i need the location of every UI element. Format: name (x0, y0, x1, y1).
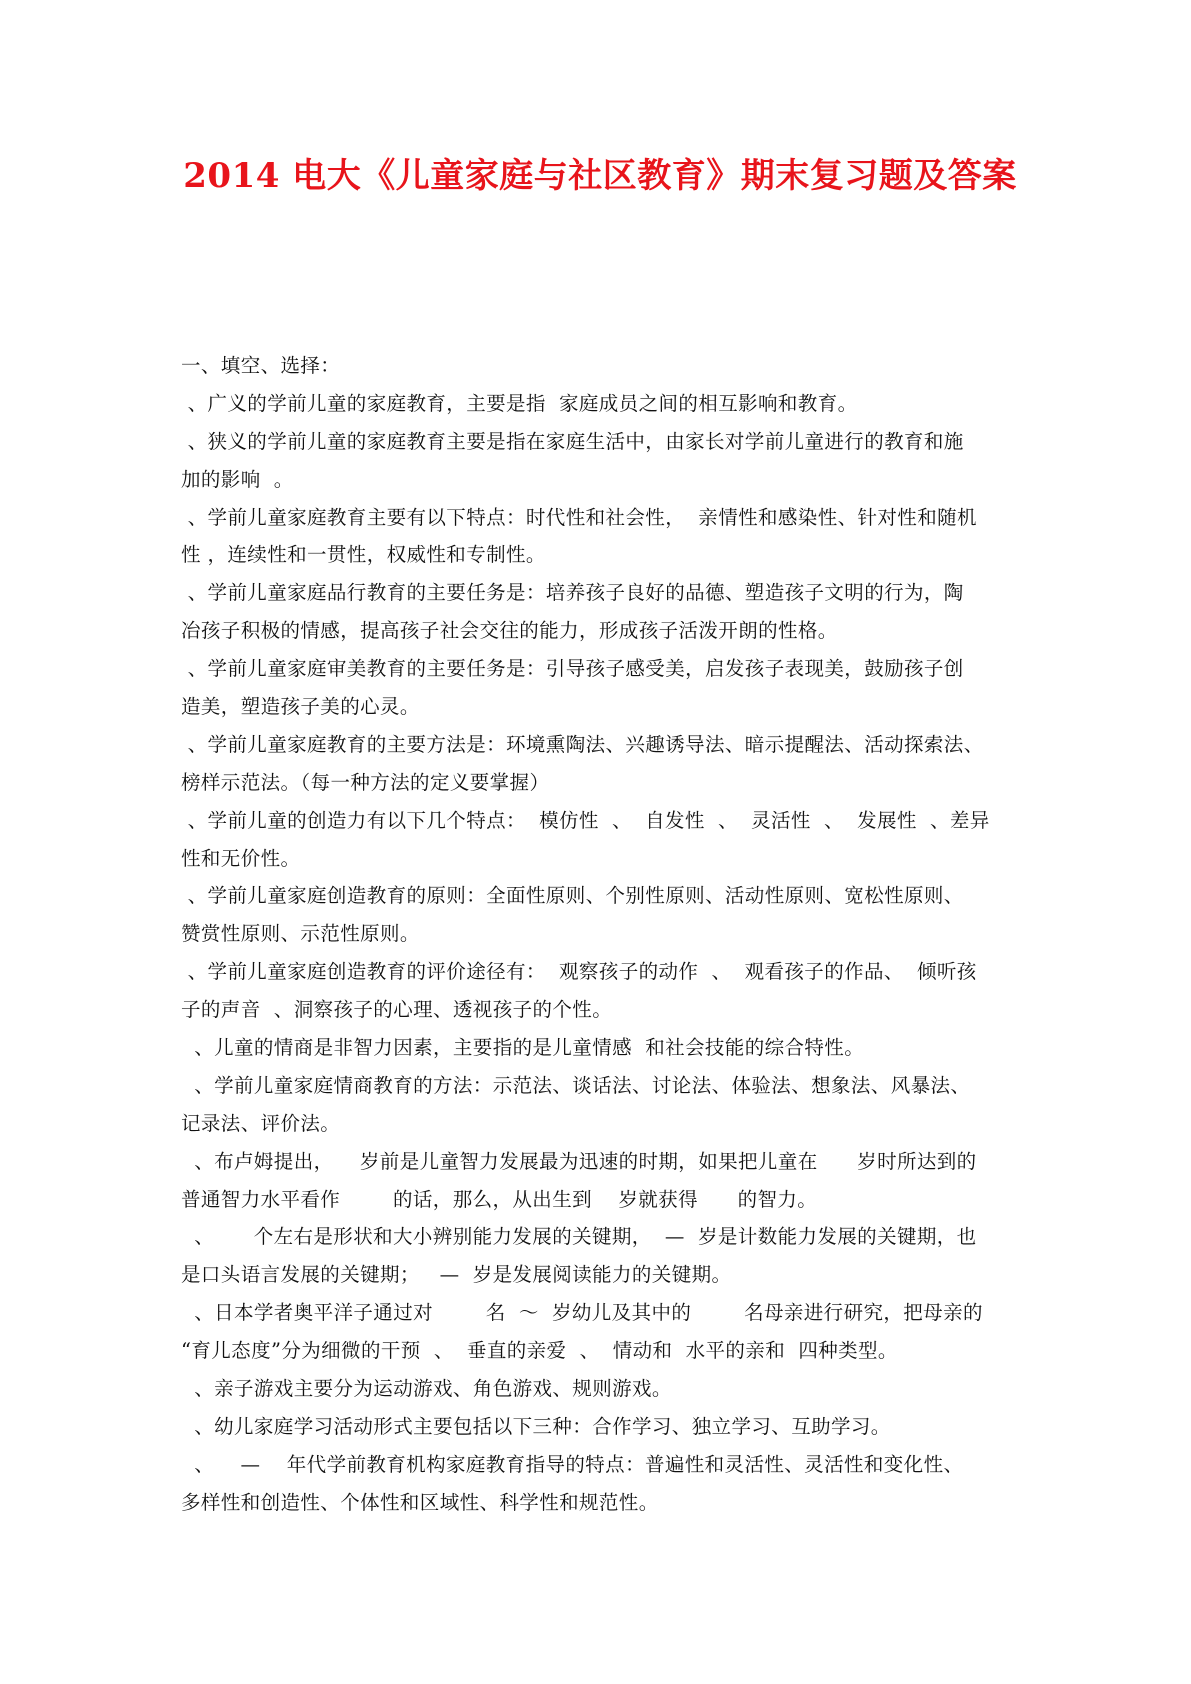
text-line: 榜样示范法。（每一种方法的定义要掌握） (181, 770, 550, 794)
text-line: 、学前儿童家庭教育主要有以下特点：时代性和社会性， 亲情性和感染性、针对性和随机 (181, 505, 977, 529)
text-line: 、布卢姆提出， 岁前是儿童智力发展最为迅速的时期，如果把儿童在 岁时所达到的 (181, 1149, 977, 1173)
text-line: 赞赏性原则、示范性原则。 (181, 922, 420, 946)
text-line: 、学前儿童家庭品行教育的主要任务是：培养孩子良好的品德、塑造孩子文明的行为，陶 (181, 581, 964, 605)
text-line: 、广义的学前儿童的家庭教育，主要是指 家庭成员之间的相互影响和教育。 (181, 391, 858, 415)
text-line: 、学前儿童的创造力有以下几个特点： 模仿性 、 自发性 、 灵活性 、 发展性 、差异 (181, 808, 990, 832)
text-line: 性和无价性。 (181, 846, 301, 870)
text-line: 、狭义的学前儿童的家庭教育主要是指在家庭生活中，由家长对学前儿童进行的教育和施 (181, 429, 964, 453)
document-title: 2014 电大《儿童家庭与社区教育》期末复习题及答案 (183, 156, 1017, 196)
text-line: 、 个左右是形状和大小辨别能力发展的关键期， — 岁是计数能力发展的关键期，也 (181, 1225, 977, 1249)
text-line: 、学前儿童家庭创造教育的原则：全面性原则、个别性原则、活动性原则、宽松性原则、 (181, 884, 964, 908)
text-line: 、学前儿童家庭情商教育的方法：示范法、谈话法、讨论法、体验法、想象法、风暴法、 (181, 1073, 971, 1097)
text-line: 冶孩子积极的情感，提高孩子社会交往的能力，形成孩子活泼开朗的性格。 (181, 619, 838, 643)
text-line: 记录法、评价法。 (181, 1111, 341, 1135)
text-line: 、儿童的情商是非智力因素，主要指的是儿童情感 和社会技能的综合特性。 (181, 1036, 865, 1060)
text-line: 、亲子游戏主要分为运动游戏、角色游戏、规则游戏。 (181, 1377, 672, 1401)
text-line: 、学前儿童家庭教育的主要方法是：环境熏陶法、兴趣诱导法、暗示提醒法、活动探索法、 (181, 732, 984, 756)
text-line: “育儿态度”分为细微的干预 、 垂直的亲爱 、 情动和 水平的亲和 四种类型。 (181, 1339, 898, 1363)
text-line: 性 ，连续性和一贯性，权威性和专制性。 (181, 543, 546, 567)
document-body (181, 347, 1021, 1522)
text-line: 一、填空、选择： (181, 354, 341, 377)
text-line: 、学前儿童家庭创造教育的评价途径有： 观察孩子的动作 、 观看孩子的作品、 倾听孩 (181, 960, 977, 984)
text-line: 、 — 年代学前教育机构家庭教育指导的特点：普遍性和灵活性、灵活性和变化性、 (181, 1452, 964, 1476)
text-line: 、学前儿童家庭审美教育的主要任务是：引导孩子感受美，启发孩子表现美，鼓励孩子创 (181, 657, 964, 681)
text-line: 造美，塑造孩子美的心灵。 (181, 695, 420, 719)
text-line: 多样性和创造性、个体性和区域性、科学性和规范性。 (181, 1490, 659, 1514)
text-line: 、幼儿家庭学习活动形式主要包括以下三种：合作学习、独立学习、互助学习。 (181, 1414, 891, 1438)
text-line: 加的影响 。 (181, 467, 294, 491)
text-line: 、日本学者奥平洋子通过对 名 ～ 岁幼儿及其中的 名母亲进行研究，把母亲的 (181, 1301, 983, 1325)
text-line: 是口头语言发展的关键期； — 岁是发展阅读能力的关键期。 (181, 1263, 732, 1287)
text-line: 普通智力水平看作 的话，那么，从出生到 岁就获得 的智力。 (181, 1187, 818, 1211)
text-line: 子的声音 、洞察孩子的心理、透视孩子的个性。 (181, 998, 613, 1022)
